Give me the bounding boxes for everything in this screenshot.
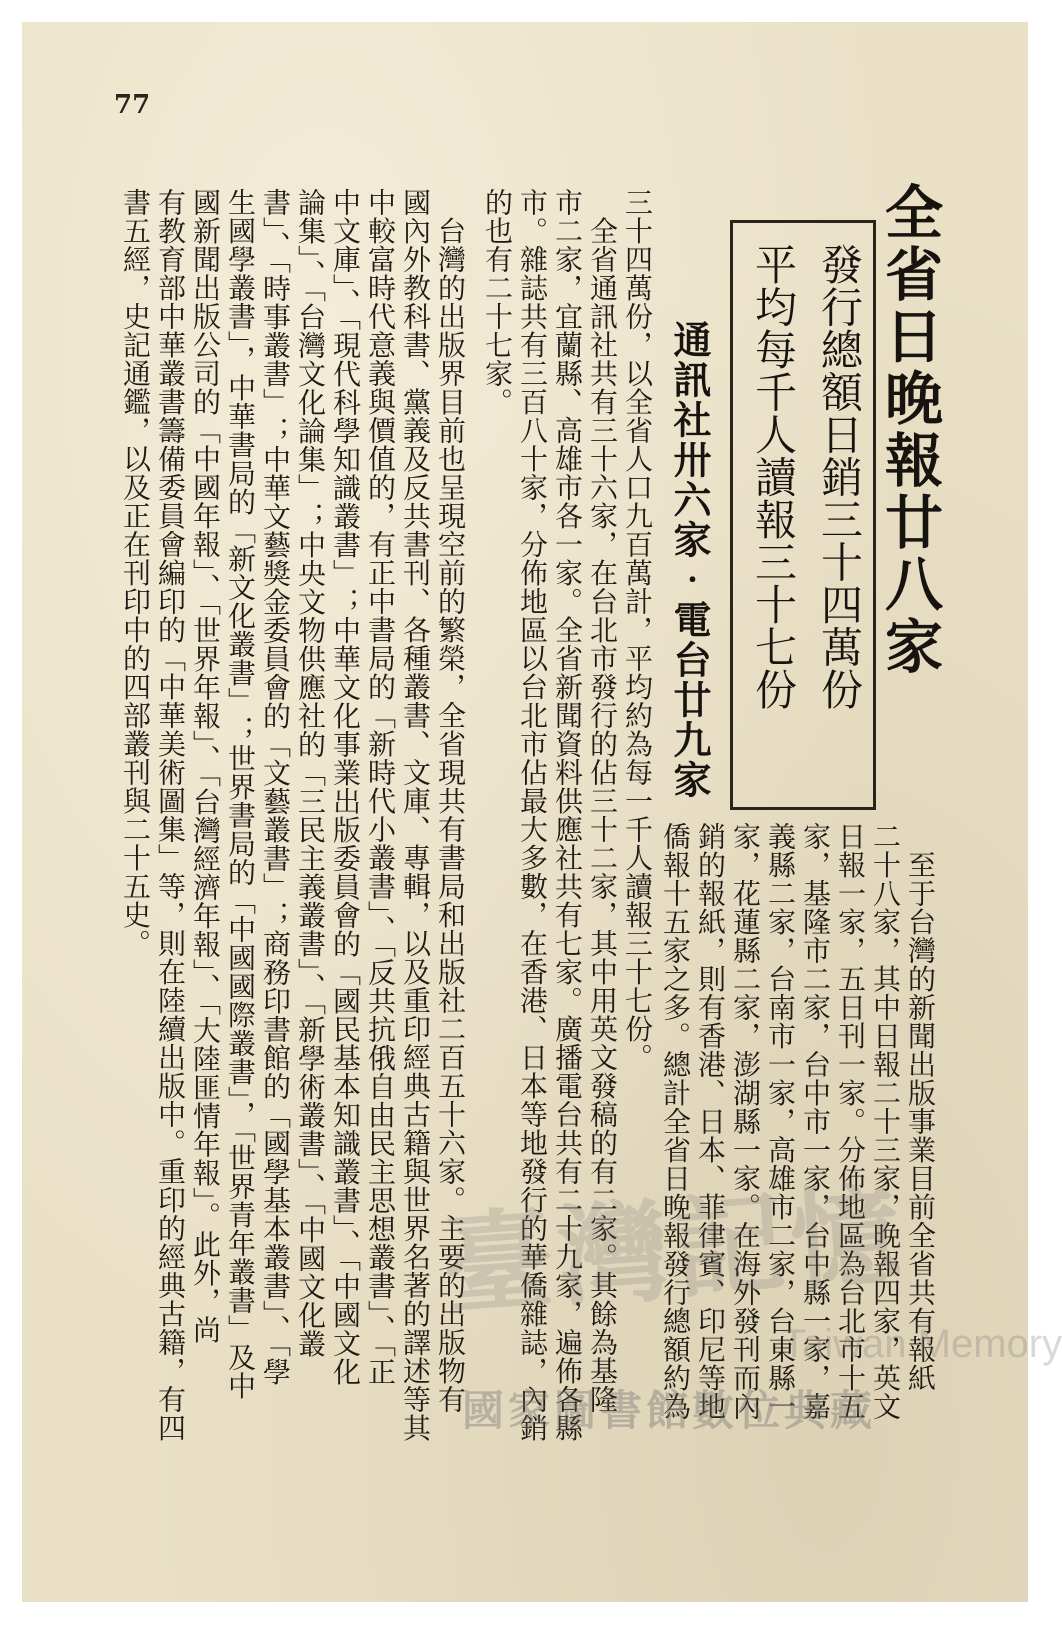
text-column: 至于台灣的新聞出版事業目前全省共有報紙 [904,822,937,1392]
text-column: 家，基隆市二家，台中市一家，台中縣一家，嘉 [799,822,832,1421]
text-column: 中較富時代意義與價值的，有正中書局的「新時代小叢書」、「反共抗俄自由民主思想叢書」、「正 [364,188,397,1386]
text-column: 僑報十五家之多。總計全省日晚報發行總額約為 [659,822,692,1421]
text-column: 書五經，史記通鑑，以及正在刊印中的四部叢刊與二十五史。 [119,188,152,958]
text-column: 義縣二家，台南市一家，高雄市二家，台東縣一 [764,822,797,1421]
watermark-english: Taiwan Memory [782,1322,1062,1366]
text-column: 有教育部中華叢書籌備委員會編印的「中華美術圖集」等，則在陸續出版中。重印的經典古籍，有四 [154,188,187,1442]
watermark-library: 國家圖書館數位典藏 [462,1386,877,1435]
text-column: 家，花蓮縣二家，澎湖縣一家。在海外發刊而內 [729,822,762,1421]
text-column: 二十八家，其中日報二十三家，晚報四家，英文 [869,822,902,1421]
text-column: 的也有二十七家。 [481,188,514,416]
text-column: 台灣的出版界目前也呈現空前的繁榮，全省現共有書局和出版社二百五十六家。主要的出版物有 [434,188,467,1414]
scanned-page [22,22,1062,1602]
watermark-logo: 臺灣記憶 [438,1170,911,1331]
text-column: 中文庫」、「現代科學知識叢書」；中華文化事業出版委員會的「國民基本知識叢書」、「中國文化 [329,188,362,1386]
text-column: 市。雜誌共有三百八十家，分佈地區以台北市佔最大多數，在香港、日本等地發行的華僑雜誌，內銷 [516,188,549,1442]
text-column: 日報一家，五日刊一家。分佈地區為台北市十五 [834,822,867,1421]
text-column: 銷的報紙，則有香港、日本、菲律賓、印尼等地 [694,822,727,1421]
headline-line: 平均每千人讀報三十七份 [749,243,798,711]
text-column: 全省通訊社共有三十六家，在台北市發行的佔三十二家，其中用英文發稿的有二家。其餘為基隆 [586,188,619,1414]
text-column: 國新聞出版公司的「中國年報」、「世界年報」、「台灣經濟年報」、「大陸匪情年報」。此外，尚 [189,188,222,1344]
page-number: 77 [114,90,151,120]
headline-line: 發行總額日銷三十四萬份 [815,243,864,711]
headline-box [730,220,876,810]
text-column: 國內外教科書、黨義及反共書刊、各種叢書、文庫、專輯，以及重印經典古籍與世界名著的譯述等其 [399,188,432,1442]
text-column: 論集」、「台灣文化論集」；中央文物供應社的「三民主義叢書」、「新學術叢書」、「中國文化叢 [294,188,327,1358]
text-column: 市二家，宜蘭縣、高雄市各一家。全省新聞資料供應社共有七家。廣播電台共有二十九家，遍佈各縣 [551,188,584,1442]
article-title: 全省日晚報廿八家 [875,182,943,678]
article-subtitle: 通訊社卅六家‧電台廿九家 [667,320,712,800]
text-column: 三十四萬份，以全省人口九百萬計，平均約為每一千人讀報三十七份。 [621,188,654,1072]
text-column: 書」、「時事叢書」；中華文藝獎金委員會的「文藝叢書」；商務印書館的「國學基本叢書」、「學 [259,188,292,1386]
text-column: 生國學叢書」，中華書局的「新文化叢書」；世界書局的「中國國際叢書」，「世界青年叢書」及中 [224,188,257,1400]
